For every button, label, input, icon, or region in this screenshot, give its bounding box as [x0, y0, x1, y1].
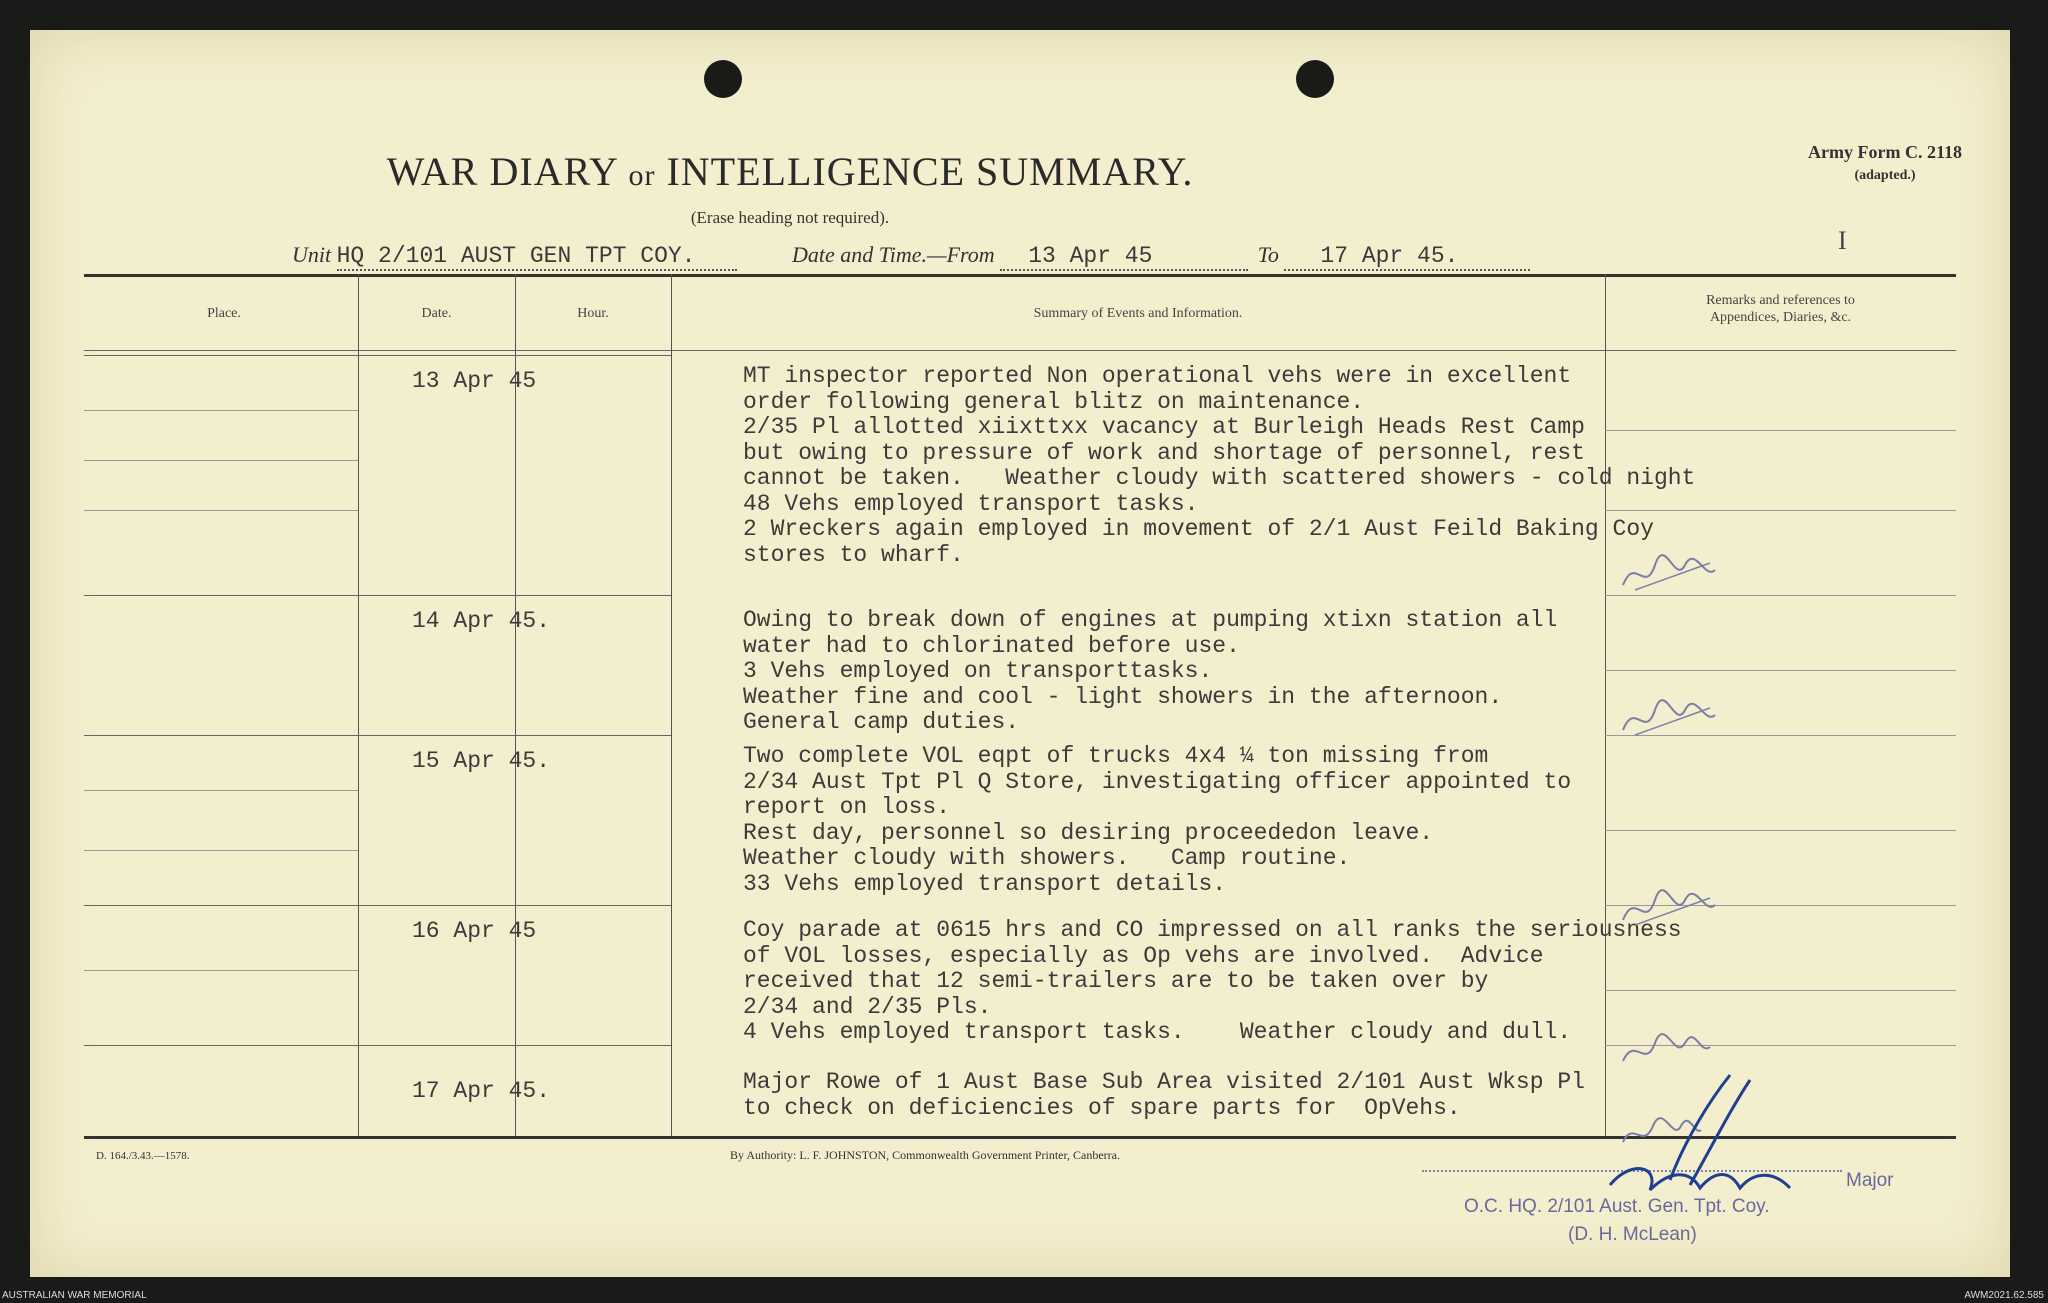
erase-note: (Erase heading not required).	[690, 208, 890, 227]
remarks-header-line1: Remarks and references to	[1706, 293, 1855, 308]
column-header-place: Place.	[207, 306, 241, 321]
form-title	[30, 148, 1550, 195]
entry-text: Owing to break down of engines at pumping xtixn station all water had to chlorinated before use. 3 Vehs employed on transporttasks. Weather fine and cool - light showers in the afternoon. General camp duties.	[743, 607, 1558, 735]
from-date-value: 13 Apr 45	[1000, 243, 1248, 271]
entry-date: 16 Apr 45	[412, 918, 537, 944]
rank-label: Major	[1846, 1170, 1894, 1191]
entry-text: Two complete VOL eqpt of trucks 4x4 ¼ ton missing from 2/34 Aust Tpt Pl Q Store, investigating officer appointed to report on loss. Rest day, personnel so desiring proceededon leave. Weather cloudy with showers. Camp routine. 33 Vehs employed transport details.	[743, 743, 1572, 897]
entry-date: 13 Apr 45	[412, 368, 537, 394]
column-header-summary: Summary of Events and Information.	[1033, 306, 1243, 321]
ruled-line	[84, 790, 358, 791]
stamp-line-2: (D. H. McLean)	[1568, 1224, 1697, 1245]
title-or: or	[628, 159, 656, 192]
entry-date: 17 Apr 45.	[412, 1078, 551, 1104]
table-top-rule	[84, 274, 1956, 277]
page-mark: I	[1838, 226, 1847, 255]
archive-label: AUSTRALIAN WAR MEMORIAL	[2, 1290, 147, 1301]
army-form-label	[1808, 140, 1962, 188]
column-divider-date	[515, 274, 516, 1136]
form-code: D. 164./3.43.—1578.	[96, 1150, 190, 1162]
initials-mark	[1615, 880, 1725, 940]
ruled-line	[84, 850, 358, 851]
initials-mark	[1615, 545, 1725, 605]
ruled-line	[84, 410, 358, 411]
unit-field	[292, 242, 737, 271]
diary-page	[30, 30, 2010, 1277]
initials-mark	[1615, 690, 1725, 750]
to-date-value: 17 Apr 45.	[1284, 243, 1530, 271]
title-war-diary: WAR DIARY	[386, 149, 618, 194]
ruled-line	[84, 460, 358, 461]
column-header-date: Date.	[421, 306, 452, 321]
entry-date: 15 Apr 45.	[412, 748, 551, 774]
ruled-line	[1605, 670, 1956, 671]
punch-hole	[1296, 60, 1334, 98]
row-rule	[84, 905, 671, 906]
entry-text: Coy parade at 0615 hrs and CO impressed on all ranks the seriousness of VOL losses, especially as Op vehs are involved. Advice received that 12 semi-trailers are to be taken over by 2/34 and 2/35 Pls. 4 Vehs employed transport tasks. Weather cloudy and dull.	[743, 917, 1682, 1045]
entry-text: MT inspector reported Non operational vehs were in excellent order following general blitz on maintenance. 2/35 Pl allotted xiixttxx vacancy at Burleigh Heads Rest Camp but owing to pressure of work and shortage of personnel, rest cannot be taken. Weather cloudy with scattered showers - cold night 48 Vehs employed transport tasks. 2 Wreckers again employed in movement of 2/1 Aust Feild Baking Coy stores to wharf.	[743, 363, 1696, 568]
column-header-remarks	[1605, 292, 1956, 326]
unit-value: HQ 2/101 AUST GEN TPT COY.	[337, 243, 737, 271]
datetime-label: Date and Time.—From	[792, 242, 995, 267]
column-divider-hour	[671, 274, 672, 1136]
column-header-hour: Hour.	[577, 306, 609, 321]
entry-text: Major Rowe of 1 Aust Base Sub Area visited 2/101 Aust Wksp Pl to check on deficiencies of spare parts for OpVehs.	[743, 1069, 1585, 1121]
title-intelligence-summary: INTELLIGENCE SUMMARY.	[666, 149, 1194, 194]
archive-reference: AWM2021.62.585	[1964, 1290, 2044, 1301]
punch-hole	[704, 60, 742, 98]
army-form-number: Army Form C. 2118	[1808, 142, 1962, 162]
to-label: To	[1257, 242, 1279, 267]
unit-label: Unit	[292, 242, 332, 267]
row-rule	[84, 1045, 671, 1046]
ruled-line	[84, 510, 358, 511]
army-form-sub: (adapted.)	[1854, 168, 1916, 183]
row-rule	[84, 355, 671, 356]
ruled-line	[1605, 830, 1956, 831]
remarks-header-line2: Appendices, Diaries, &c.	[1709, 310, 1852, 325]
date-field	[792, 242, 1530, 271]
table-header-rule	[84, 350, 1956, 351]
row-rule	[84, 595, 671, 596]
stamp-line-1: O.C. HQ. 2/101 Aust. Gen. Tpt. Coy.	[1464, 1196, 1770, 1217]
row-rule	[84, 735, 671, 736]
printer-authority: By Authority: L. F. JOHNSTON, Commonwealth Government Printer, Canberra.	[730, 1148, 1120, 1162]
ruled-line	[84, 970, 358, 971]
entry-date: 14 Apr 45.	[412, 608, 551, 634]
column-divider-place	[358, 274, 359, 1136]
